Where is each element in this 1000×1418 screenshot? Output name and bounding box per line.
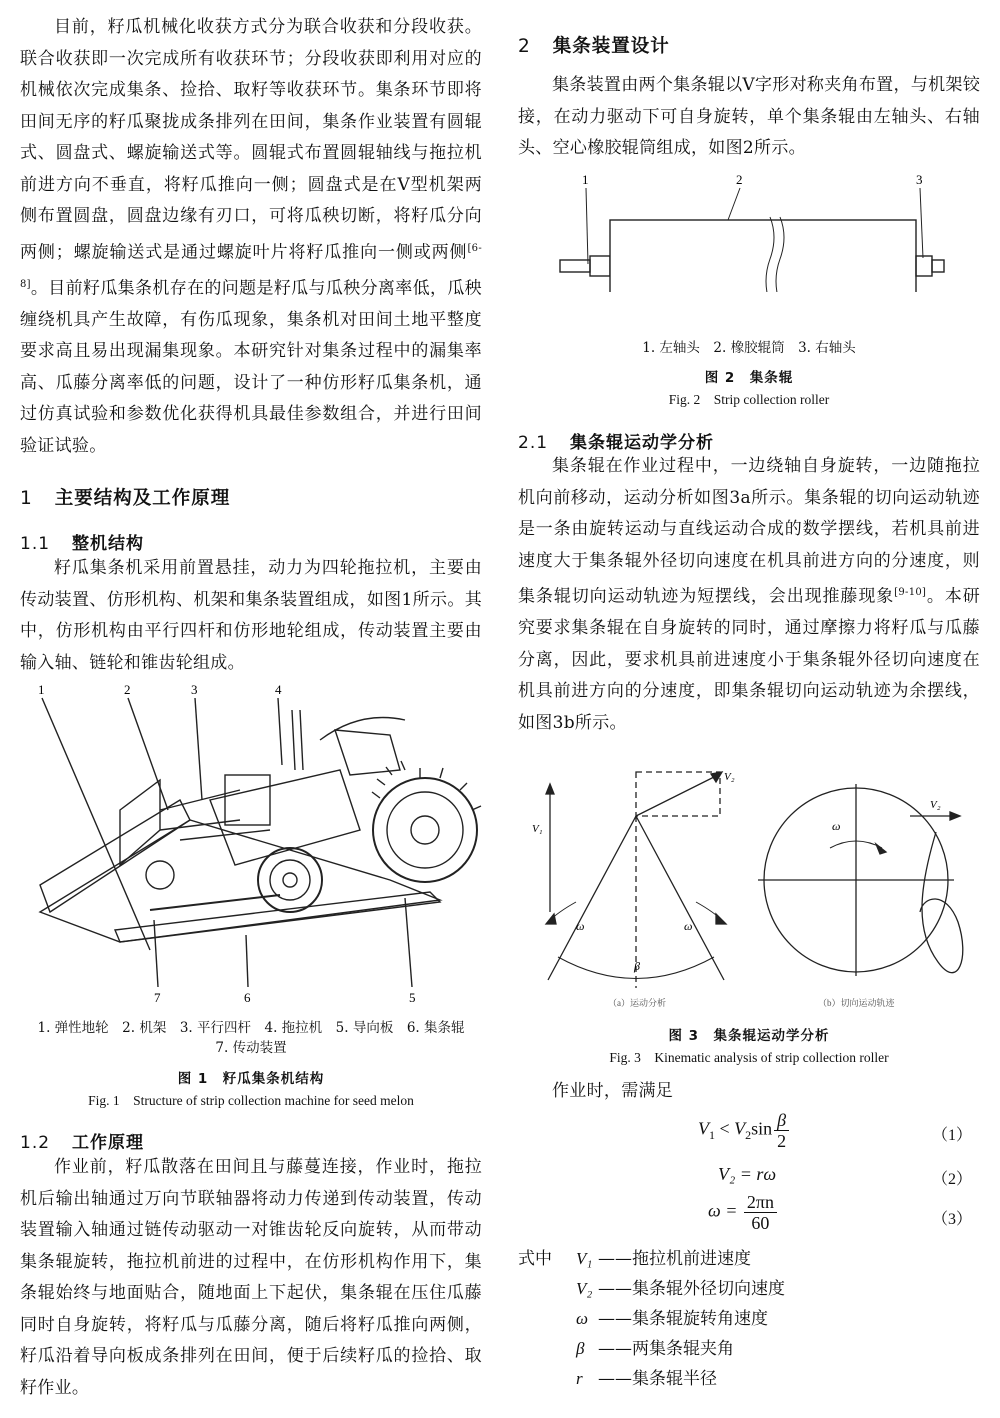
v2-arrow	[636, 776, 716, 816]
figure-3-caption-en: Fig. 3 Kinematic analysis of strip collection roller	[609, 1050, 889, 1065]
figure-2-drawing	[548, 172, 948, 292]
fig3-omega-b: ω	[832, 819, 841, 833]
equation-3-label: （3）	[931, 1211, 972, 1228]
fig1-label-7: 7	[154, 990, 161, 1005]
rubber-roller-drum	[610, 220, 916, 292]
equation-1: $V_1 < V_2\sin$ $\frac{\beta}{2}$	[698, 1110, 791, 1151]
equation-3-row	[518, 1192, 980, 1232]
fig1-label-3: 3	[191, 682, 198, 697]
citation-9-10: [9-10]	[894, 587, 927, 598]
section-1-1-heading: 1.1 整机结构	[20, 534, 145, 554]
guide-plate-body	[40, 820, 440, 942]
symbol-def-omega: ω ——集条辊旋转角速度	[576, 1309, 768, 1329]
left-shaft-end	[560, 260, 590, 272]
section-1-1-paragraph: 籽瓜集条机采用前置悬挂，动力为四轮拖拉机，主要由传动装置、仿形机构、机架和集条装置组成，如图1所示。其中，仿形机构由平行四杆和仿形地轮组成，传动装置主要由输入轴、链轮和锥齿轮组成。	[20, 558, 482, 673]
figure-1-caption-zh: 图 1 籽瓜集条机结构	[177, 1071, 325, 1087]
equation-2-label: （2）	[931, 1171, 972, 1188]
fig3-sub-b: （b）切向运动轨迹	[818, 998, 895, 1008]
fig3-sub-a: （a）运动分析	[608, 998, 666, 1008]
fig3-omega-left: ω	[576, 919, 585, 933]
figure-1-legend-line1: 1. 弹性地轮 2. 机架 3. 平行四杆 4. 拖拉机 5. 导向板 6. 集条辊	[37, 1020, 465, 1036]
tractor-front-wheel	[258, 848, 322, 912]
figure-3-drawing	[518, 762, 980, 1012]
fig1-label-6: 6	[244, 990, 251, 1005]
section-1-heading: 1 主要结构及工作原理	[20, 488, 231, 509]
fig1-label-1: 1	[38, 682, 45, 697]
guide-plate-left	[40, 800, 190, 912]
trochoid-path	[920, 832, 963, 973]
tractor-engine	[225, 775, 270, 825]
collection-roller-bar	[115, 892, 440, 942]
equation-3: ω = $\frac{2\pi n}{60}$	[708, 1192, 779, 1233]
section-2-1-paragraph: 集条辊在作业过程中，一边绕轴自身旋转，一边随拖拉机向前移动，运动分析如图3a所示。集条辊的切向运动轨迹是一条由旋转运动与直线运动合成的数学摆线，若机具前进速度大于集条辊外径切向速度在机具前进方向的分速度，则集条辊切向运动轨迹为短摆线，会出现推藤现象[9-10]。本研究要求集条辊在自身旋转的同时，通过摩擦力将籽瓜与瓜藤分离，因此，要求机具前进速度小于集条辊外径切向速度在机具前进方向的分速度，即集条辊切向运动轨迹为余摆线，如图3b所示。	[518, 456, 980, 733]
fig1-label-2: 2	[124, 682, 131, 697]
symbol-def-v2: V₂ ——集条辊外径切向速度	[576, 1279, 785, 1299]
fig2-label-3: 3	[916, 172, 923, 187]
fig3-beta: β	[634, 959, 640, 973]
fig2-label-2: 2	[736, 172, 743, 187]
fig3-omega-right: ω	[684, 919, 693, 933]
fig3-v1: V₁	[532, 823, 543, 835]
equation-intro: 作业时，需满足	[552, 1081, 674, 1101]
section-2-1-heading: 2.1 集条辊运动学分析	[518, 433, 715, 453]
symbol-def-v1: V₁ ——拖拉机前进速度	[576, 1249, 751, 1269]
section-2-heading: 2 集条装置设计	[518, 36, 670, 57]
right-shaft-end	[916, 256, 932, 276]
figure-2-caption-en: Fig. 2 Strip collection roller	[668, 392, 830, 407]
fig1-label-4: 4	[275, 682, 282, 697]
figure-2-caption-zh: 图 2 集条辊	[704, 370, 794, 386]
figure-2-legend: 1. 左轴头 2. 橡胶辊筒 3. 右轴头	[642, 340, 856, 356]
figure-1-caption-en: Fig. 1 Structure of strip collection machine for seed melon	[88, 1093, 414, 1108]
figure-1-legend-line2: 7. 传动装置	[215, 1040, 287, 1056]
fig1-label-5: 5	[409, 990, 416, 1005]
equation-1-label: （1）	[931, 1127, 972, 1144]
symbol-def-beta: β ——两集条辊夹角	[576, 1339, 734, 1359]
section-1-2-heading: 1.2 工作原理	[20, 1133, 145, 1153]
fig2-label-1: 1	[582, 172, 589, 187]
equation-1-row	[518, 1108, 980, 1151]
fig3-v2-b: V₂	[930, 799, 941, 811]
section-1-2-paragraph: 作业前，籽瓜散落在田间且与藤蔓连接，作业时，拖拉机后输出轴通过万向节联轴器将动力传递到传动装置，传动装置输入轴通过链传动驱动一对锥齿轮反向旋转，从而带动集条辊旋转，拖拉机前进的过程中，在仿形机构作用下，集条辊始终与地面贴合，随地面上下起伏，集条辊在压住瓜藤同时自身旋转，将籽瓜与瓜藤分离，随后将籽瓜推向两侧，籽瓜沿着导向板成条排列在田间，便于后续籽瓜的捡拾、取籽作业。	[20, 1157, 482, 1398]
citation-6-8: [6-8]	[20, 242, 482, 290]
figure-1-drawing	[20, 680, 482, 1010]
where-label: 式中	[518, 1249, 552, 1269]
intro-paragraph: 目前，籽瓜机械化收获方式分为联合收获和分段收获。联合收获即一次完成所有收获环节；分段收获即利用对应的机械依次完成集条、捡拾、取籽等收获环节。集条环节即将田间无序的籽瓜聚拢成条排列在田间，集条作业装置有圆辊式、圆盘式、螺旋输送式等。圆辊式布置圆辊轴线与拖拉机前进方向不垂直，将籽瓜推向一侧；圆盘式是在V型机架两侧布置圆盘，圆盘边缘有刃口，可将瓜秧切断，将籽瓜分向两侧；螺旋输送式是通过螺旋叶片将籽瓜推向一侧或两侧[6-8]。目前籽瓜集条机存在的问题是籽瓜与瓜秧分离率低，瓜秧缠绕机具产生故障，有伤瓜现象，集条机对田间土地平整度要求高且易出现漏集现象。本研究针对集条过程中的漏集率高、瓜藤分离率低的问题，设计了一种仿形籽瓜集条机，通过仿真试验和参数优化获得机具最佳参数组合，并进行田间验证试验。	[20, 17, 482, 456]
equation-2: V₂ = rω	[718, 1164, 777, 1184]
tractor-seat	[335, 730, 400, 775]
figure-3-caption-zh: 图 3 集条辊运动学分析	[668, 1028, 830, 1044]
tractor-rear-wheel	[373, 778, 477, 882]
elastic-ground-wheel	[146, 861, 174, 889]
tractor-hood	[210, 770, 360, 865]
symbol-def-r: r ——集条辊半径	[576, 1369, 717, 1389]
fig3-v2: V₂	[724, 771, 735, 783]
section-2-paragraph: 集条装置由两个集条辊以V字形对称夹角布置，与机架铰接，在动力驱动下可自身旋转，单个集条辊由左轴头、右轴头、空心橡胶辊筒组成，如图2所示。	[518, 75, 980, 158]
